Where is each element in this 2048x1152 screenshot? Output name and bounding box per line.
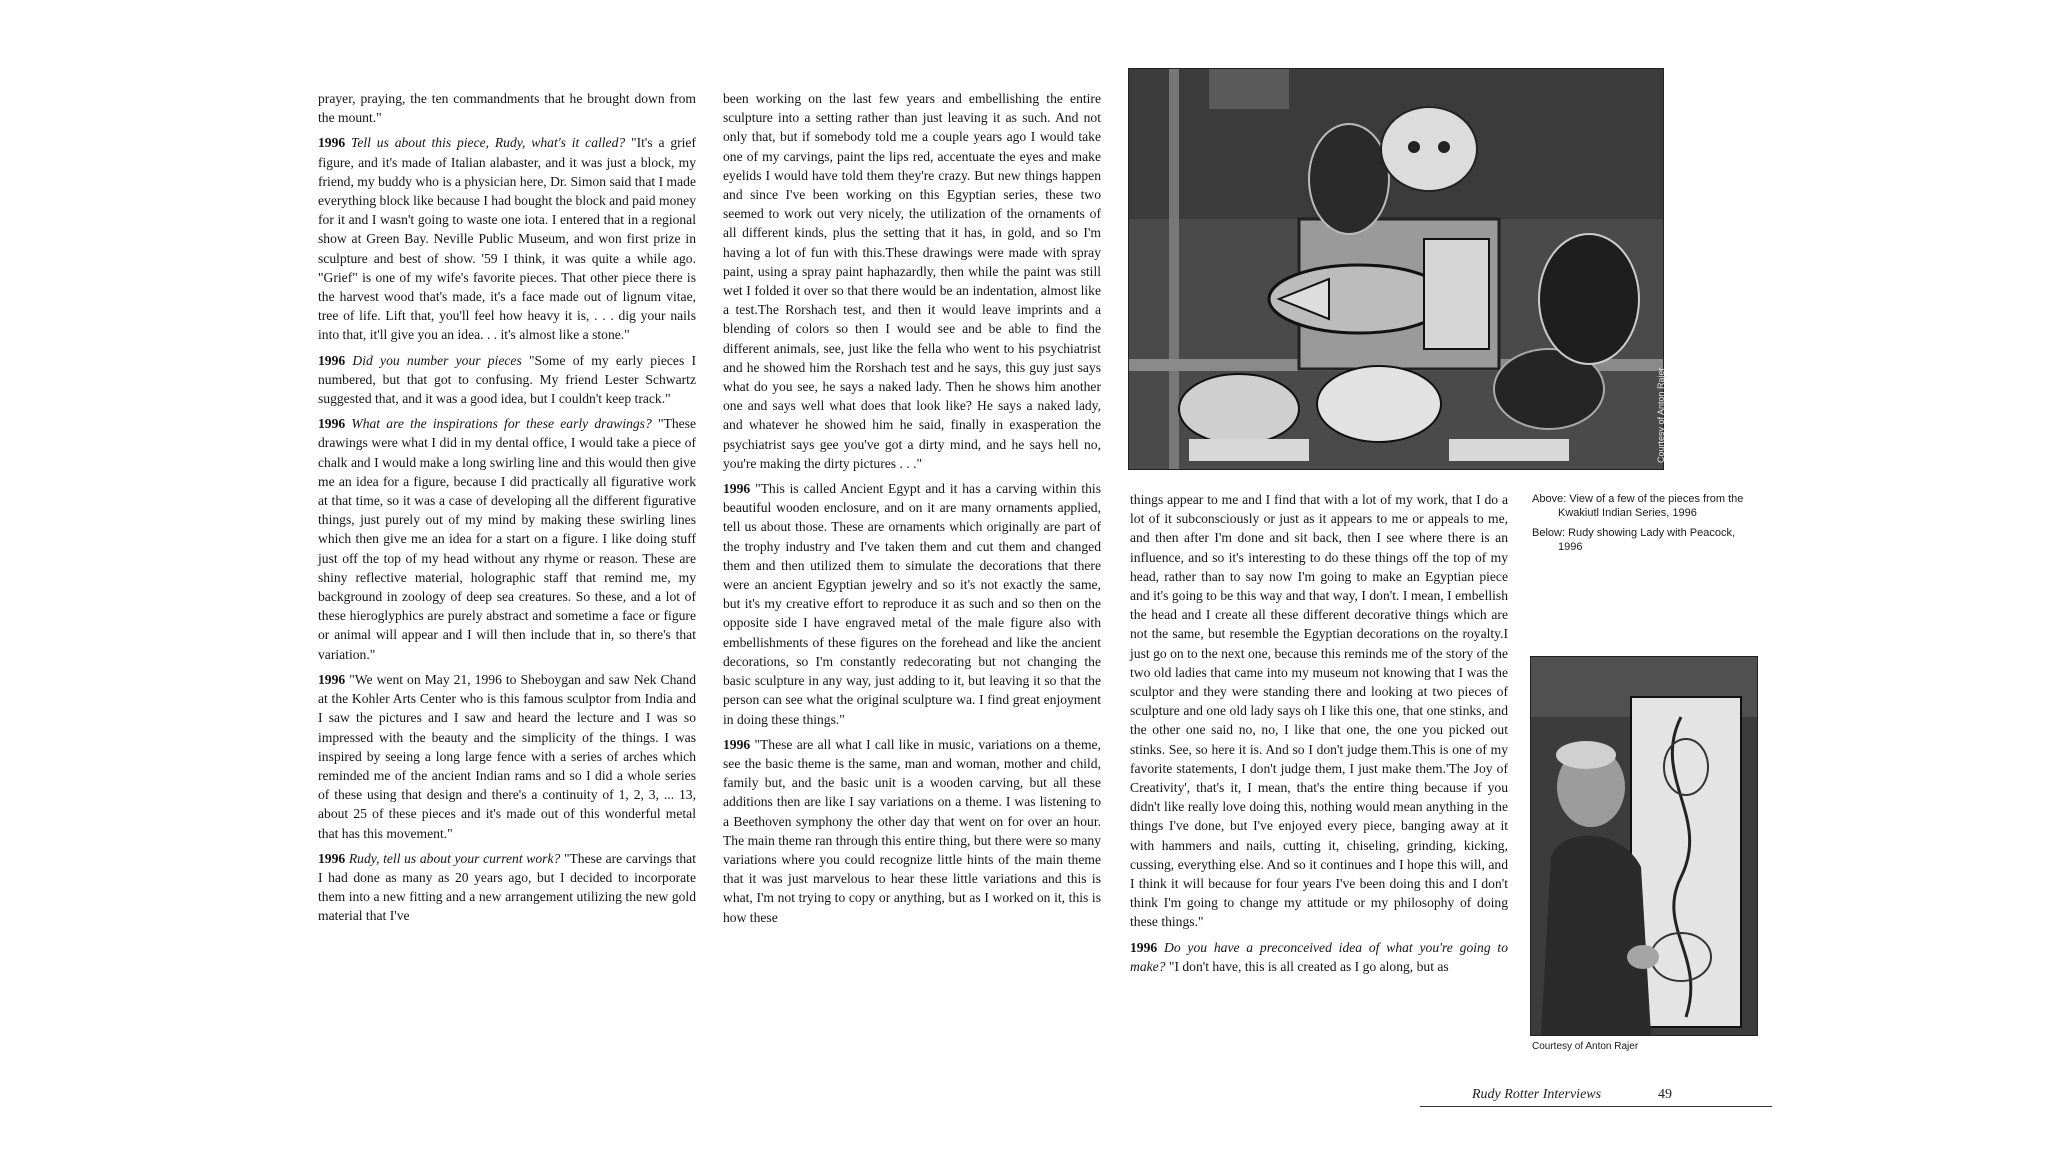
year-label: 1996 (723, 481, 751, 497)
interview-question: Tell us about this piece, Rudy, what's it called? (351, 135, 626, 151)
paragraph (723, 479, 1101, 729)
paragraph-text: "It's a grief figure, and it's made of Italian alabaster, and it was just a block, my friend, my buddy who is a physician here, Dr. Simon said that I made everything block like because I had bought the block and paid money for it and I wasn't going to waste one iota. I entered that in a regional show at Green Bay. Neville Public Museum, and won first prize in sculpture and best of show. '59 I think, it was quite a while ago. "Grief" is one of my wife's favorite pieces. That other piece there is the harvest wood that's made, it's a face made out of lignum vitae, tree of life. Lift that, you'll feel how heavy it is, . . . dig your nails into that, it'll give you an idea. . . it's almost like a stone." (318, 135, 696, 343)
year-label: 1996 (318, 135, 346, 151)
footer-title: Rudy Rotter Interviews (1472, 1087, 1602, 1102)
paragraph (318, 133, 696, 344)
paragraph (318, 414, 696, 664)
year-label: 1996 (318, 416, 346, 432)
paragraph (723, 89, 1101, 473)
year-label: 1996 (1130, 939, 1158, 955)
photo-rudy-lady-peacock (1530, 656, 1758, 1036)
interview-question: Rudy, tell us about your current work? (348, 850, 561, 866)
photo-caption (1532, 492, 1762, 560)
photo2-credit: Courtesy of Anton Rajer (1532, 1041, 1639, 1052)
paragraph-text: "These drawings were what I did in my dental office, I would take a piece of chalk and I would make a long swirling line and this would then give me an idea for a figure, because I did practically all figurative work at that time, so it was a case of developing all the different figurative things, just purely out of my mind by making these swirling lines which then give me an idea for a start on a figure. I like doing stuff just off the top of my head without any rhyme or reason. These are shiny reflective material, holographic staff that remind me, my background in zoology of deep sea creatures. So these, and a lot of these hieroglyphics are purely abstract and sometime a face or figure or animal will appear and I will then include that in, so there's that variation." (318, 416, 696, 662)
interview-question: What are the inspirations for these early drawings? (351, 416, 652, 432)
paragraph-text: been working on the last few years and embellishing the entire sculpture into a setting rather than just leaving it as such. And not only that, but if somebody told me a couple years ago I would take one of my carvings, paint the lips red, accentuate the eyes and make eyelids I would have told them they're crazy. But new things happen and since I've been working on this Egyptian series, these two seemed to work out very nicely, the utilization of the ornaments of all different kinds, plus the setting that it has, in gold, and so I'm having a lot of fun with this.These drawings were made with spray paint, using a spray paint haphazardly, then while the paint was still wet I folded it over so that there would be an indentation, almost like a test.The Rorshach test, and then it would leave imprints and a blending of colors so then I would see and be able to find the different animals, see, just like the fella who went to his psychiatrist and he showed him the Rorshach test and he says, this guy just says what do you see, he says a naked lady. Then he shows him another one and says well what does that look like? He says a naked lady, and whatever he showed him he said, finally in exasperation the psychiatrist says gee you've got a dirty mind, and he says hell no, you're making the dirty pictures . . ." (723, 91, 1101, 471)
paragraph-text: "These are all what I call like in music, variations on a theme, see the basic theme is the same, man and woman, mother and child, family but, and the basic unit is a wooden carving, but all these additions then are like I say variations on a theme. I was listening to a Beethoven symphony the other day that went on for over an hour. The main theme ran through this entire thing, but there were so many variations where you could recognize little hints of the main theme that it was just marvelous to hear these little variations and this is what, I'm not trying to copy or anything, but as I worked on it, this is how these (723, 736, 1101, 925)
text-column-1 (318, 89, 696, 932)
paragraph (1130, 938, 1508, 976)
paragraph (318, 89, 696, 127)
caption-above: Above: View of a few of the pieces from the Kwakiutl Indian Series, 1996 (1532, 493, 1744, 519)
paragraph (318, 351, 696, 409)
text-column-2 (723, 89, 1101, 933)
paragraph-text: "We went on May 21, 1996 to Sheboygan and saw Nek Chand at the Kohler Arts Center who is this famous sculptor from India and I saw the pictures and I saw and heard the lecture and I was so impressed with the beauty and the simplicity of the things. I was inspired by seeing a long large fence with a series of arches which reminded me of the ancient Indian rams and so I did a whole series of these using that design and there's a continuity of 1, 2, 3, ... 13, about 25 of these pieces and it's made out of this wonderful metal that has this movement." (318, 671, 696, 841)
paragraph-text: things appear to me and I find that with a lot of my work, that I do a lot of it subconsciously or just as it appears to me or appeals to me, and then after I'm done and sit back, then I see where there is an influence, and so it's interesting to do these things off the top of my head, rather than to say now I'm going to make an Egyptian piece and it's going to be this way and that way, I don't. I mean, I embellish the head and I create all these different decorative things which are not the same, but resemble the Egyptian decorations on the royalty.I just go on to the next one, because this reminds me of the story of the two old ladies that came into my museum not knowing that I was the sculptor and they were standing there and looking at two pieces of sculpture and one old lady says oh I like this one, that one stinks, and the other one said no, no, I like that one, the one you picked out stinks. See, so here it is. And so I don't judge them.This is one of my favorite statements, I don't judge them, I just make them.'The Joy of Creativity', that's it, I mean, that's the entire thing because if you didn't like really love doing this, nothing would mean anything in the things I've done, but I've enjoyed every piece, banging away at it with hammers and nails, cutting it, chiseling, grinding, kicking, cussing, everything else. And so it continues and I hope this will, and I think it will because for four years I've been doing this and I don't think I'm going to change my attitude or my philosophy of doing these things." (1130, 492, 1508, 930)
paragraph-text: "These are carvings that I had done as many as 20 years ago, but I decided to incorporate them into a new fitting and a new arrangement utilizing the new gold material that I've (318, 850, 696, 924)
year-label: 1996 (723, 736, 751, 752)
year-label: 1996 (318, 671, 346, 687)
photo-kwakiutl-series (1128, 68, 1664, 470)
paragraph (1130, 490, 1508, 932)
photo-rudy-illustration (1531, 657, 1757, 1035)
paragraph (318, 849, 696, 926)
interview-question: Do you have a preconceived idea of what you're going to make? (1130, 939, 1508, 974)
page-number: 49 (1658, 1087, 1672, 1102)
paragraph-text: "Some of my early pieces I numbered, but that got to confusing. My friend Lester Schwartz suggested that, and it was a good idea, but I couldn't keep track." (318, 352, 696, 407)
photo1-credit: Courtesy of Anton Rajer (1656, 367, 1666, 463)
paragraph-text: "This is called Ancient Egypt and it has a carving within this beautiful wooden enclosure, and on it are many ornaments applied, tell us about those. These are ornaments which originally are part of the trophy industry and I've taken them and cut them and changed them and then utilized them to simulate the decorations that there were an ancient Egyptian jewelry and so it's not exactly the same, but it's my creative effort to reproduce it as such and so then on the opposite side I have engraved metal of the male figure also with embellishments of these figures on the forehead and like the ancient decorations, so I'm constantly redecorating but not changing the basic sculpture in any way, just adding to it, but leaving it so that the person can see what the original sculpture wa. I find great enjoyment in doing these things." (723, 481, 1101, 727)
interview-question: Did you number your pieces (352, 352, 522, 368)
paragraph (318, 670, 696, 843)
paragraph-text: "I don't have, this is all created as I go along, but as (1168, 958, 1449, 974)
page-footer (1420, 1087, 1772, 1107)
paragraph-text: prayer, praying, the ten commandments that he brought down from the mount." (318, 91, 696, 126)
text-column-3 (1130, 490, 1508, 982)
caption-below: Below: Rudy showing Lady with Peacock, 1996 (1532, 527, 1735, 553)
year-label: 1996 (318, 352, 346, 368)
photo-kwakiutl-illustration (1129, 69, 1663, 469)
year-label: 1996 (318, 850, 346, 866)
paragraph (723, 735, 1101, 927)
